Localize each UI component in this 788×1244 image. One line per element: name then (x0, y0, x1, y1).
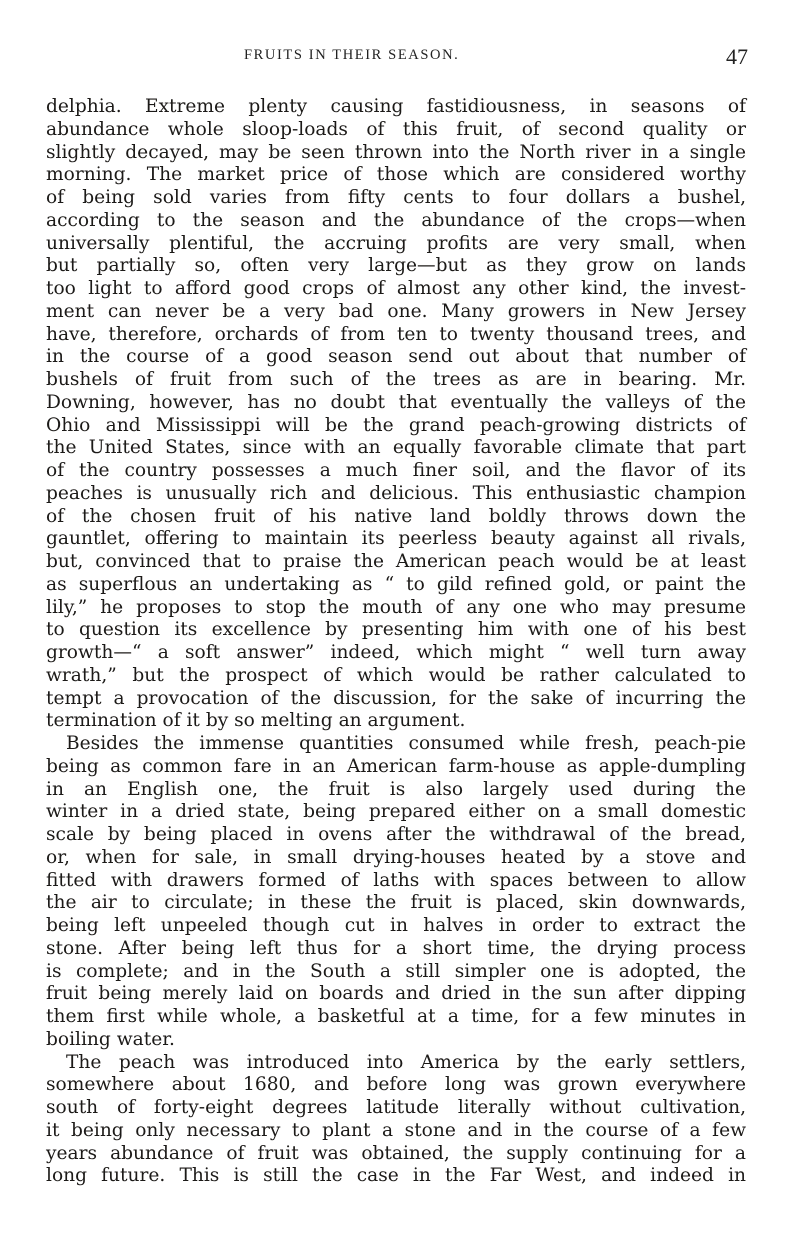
text-line: of the country possesses a much finer soil, and the flavor of its (46, 460, 746, 481)
body-text (46, 96, 746, 1188)
text-line: tempt a provocation of the discussion, for the sake of incurring the (46, 687, 746, 709)
text-line: them first while whole, a basketful at a time, for a few minutes in (46, 1006, 746, 1027)
running-title: FRUITS IN THEIR SEASON. (244, 47, 460, 63)
text-line: long future. This is still the case in the Far West, and indeed in (46, 1165, 746, 1187)
text-line: the United States, since with an equally favorable climate that part (46, 437, 746, 459)
text-line: being as common fare in an American farm-house as apple-dumpling (46, 755, 746, 777)
paragraph (46, 96, 746, 733)
text-line: fitted with drawers formed of laths with spaces between to allow (46, 869, 746, 891)
paragraph (46, 1052, 746, 1189)
text-line: Downing, however, has no doubt that eventually the valleys of the (46, 391, 746, 413)
text-line: but, convinced that to praise the American peach would be at least (46, 551, 746, 572)
text-line: lily,” he proposes to stop the mouth of any one who may presume (46, 596, 746, 618)
page-number: 47 (726, 44, 748, 69)
text-line: peaches is unusually rich and delicious. This enthusiastic champion (46, 482, 746, 504)
text-line: being left unpeeled though cut in halves in order to extract the (46, 915, 746, 936)
text-line: years abundance of fruit was obtained, the supply continuing for a (46, 1142, 746, 1164)
text-line: winter in a dried state, being prepared either on a small domestic (46, 801, 746, 823)
text-line: have, therefore, orchards of from ten to twenty thousand trees, and (46, 323, 746, 345)
text-line: boiling water. (46, 1028, 175, 1050)
text-line: in an English one, the fruit is also largely used during the (46, 778, 746, 800)
text-line: somewhere about 1680, and before long was grown everywhere (46, 1074, 746, 1096)
text-line: stone. After being left thus for a short time, the drying process (46, 937, 746, 959)
text-line: too light to afford good crops of almost any other kind, the invest- (46, 278, 746, 299)
text-line: wrath,” but the prospect of which would be rather calculated to (46, 664, 746, 686)
text-line: Besides the immense quantities consumed while fresh, peach-pie (66, 733, 746, 754)
text-line: according to the season and the abundance of the crops—when (46, 209, 746, 231)
text-line: but partially so, often very large—but as they grow on lands (46, 255, 746, 277)
paragraph (46, 733, 746, 1052)
text-line: of being sold varies from fifty cents to four dollars a bushel, (46, 187, 746, 208)
text-line: ment can never be a very bad one. Many growers in New Jersey (46, 300, 746, 322)
text-line: or, when for sale, in small drying-houses heated by a stove and (46, 846, 746, 868)
text-line: in the course of a good season send out about that number of (46, 346, 746, 368)
text-line: growth—“ a soft answer” indeed, which might “ well turn away (46, 642, 746, 663)
text-line: The peach was introduced into America by the early settlers, (66, 1051, 746, 1073)
text-line: south of forty-eight degrees latitude literally without cultivation, (46, 1097, 746, 1118)
text-line: slightly decayed, may be seen thrown into the North river in a single (46, 141, 746, 163)
text-line: scale by being placed in ovens after the withdrawal of the bread, (46, 824, 746, 845)
text-line: termination of it by so melting an argument. (46, 710, 466, 732)
text-line: gauntlet, offering to maintain its peerless beauty against all rivals, (46, 528, 746, 550)
text-line: Ohio and Mississippi will be the grand peach-growing districts of (46, 414, 746, 436)
text-line: universally plentiful, the accruing profits are very small, when (46, 232, 746, 254)
text-line: as superflous an undertaking as “ to gild refined gold, or paint the (46, 573, 746, 595)
text-line: of the chosen fruit of his native land boldly throws down the (46, 505, 746, 527)
text-line: morning. The market price of those which are considered worthy (46, 164, 746, 186)
text-line: fruit being merely laid on boards and dried in the sun after dipping (46, 983, 746, 1005)
text-line: it being only necessary to plant a stone and in the course of a few (46, 1119, 746, 1141)
text-line: the air to circulate; in these the fruit is placed, skin downwards, (46, 892, 746, 914)
text-line: bushels of fruit from such of the trees as are in bearing. Mr. (46, 369, 746, 390)
text-line: abundance whole sloop-loads of this fruit, of second quality or (46, 118, 746, 140)
text-line: is complete; and in the South a still simpler one is adopted, the (46, 960, 746, 982)
text-line: delphia. Extreme plenty causing fastidiousness, in seasons of (46, 96, 746, 117)
text-line: to question its excellence by presenting him with one of his best (46, 619, 746, 641)
